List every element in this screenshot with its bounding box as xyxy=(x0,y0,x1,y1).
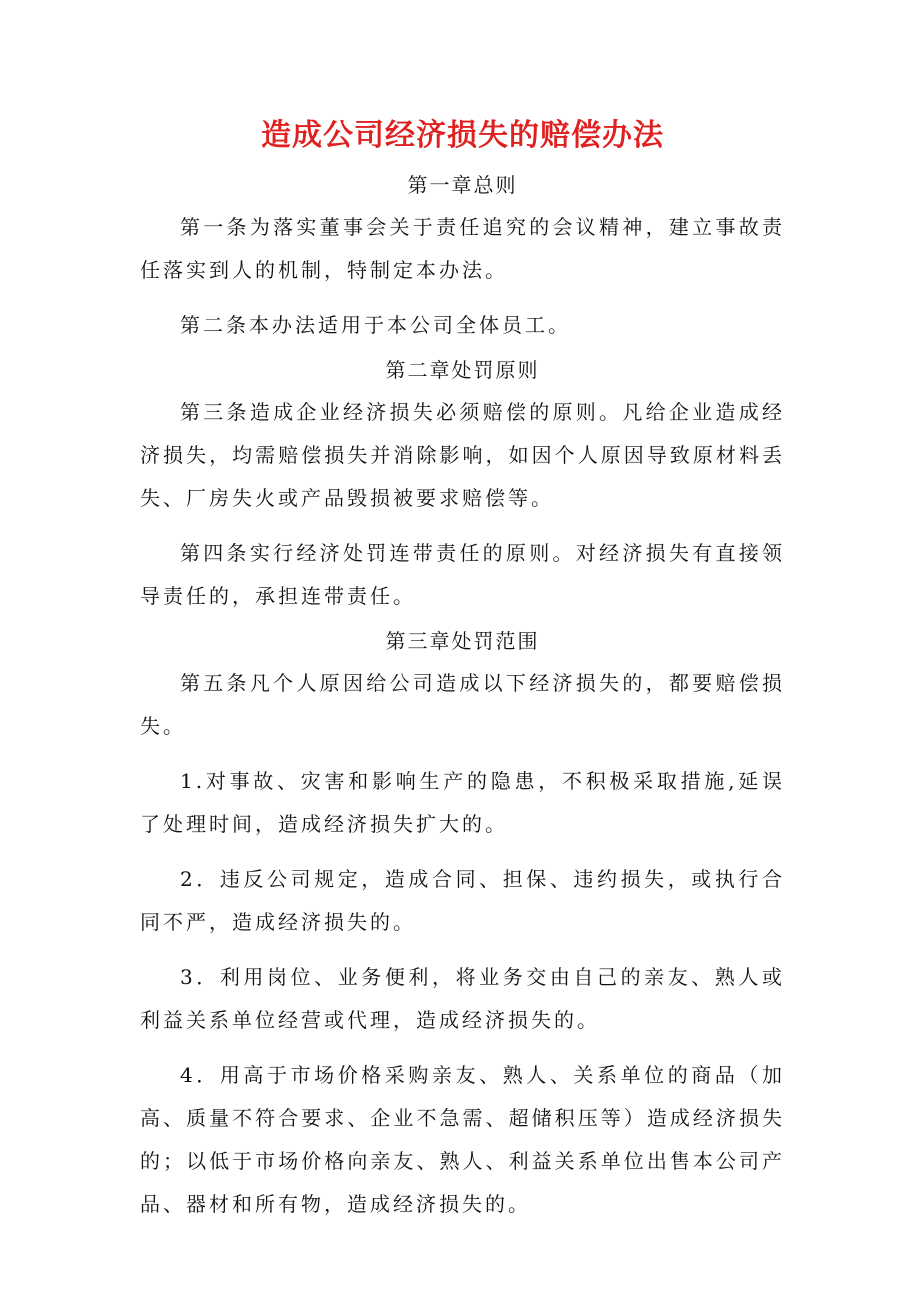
list-item-1: 1.对事故、灾害和影响生产的隐患，不积极采取措施,延误了处理时间，造成经济损失扩大的。 xyxy=(140,769,785,836)
article-3: 第三条造成企业经济损失必须赔偿的原则。凡给企业造成经济损失，均需赔偿损失并消除影响，如因个人原因导致原材料丢失、厂房失火或产品毁损被要求赔偿等。 xyxy=(140,400,785,510)
chapter-heading-2: 第二章处罚原则 xyxy=(385,358,540,382)
list-item-3: 3．利用岗位、业务便利，将业务交由自己的亲友、熟人或利益关系单位经营或代理，造成经济损失的。 xyxy=(140,965,785,1032)
list-item-2: 2．违反公司规定，造成合同、担保、违约损失，或执行合同不严，造成经济损失的。 xyxy=(140,867,785,934)
article-2: 第二条本办法适用于本公司全体员工。 xyxy=(180,313,571,337)
article-5: 第五条凡个人原因给公司造成以下经济损失的，都要赔偿损失。 xyxy=(140,671,785,738)
chapter-heading-1: 第一章总则 xyxy=(407,173,518,197)
article-1: 第一条为落实董事会关于责任追究的会议精神，建立事故责任落实到人的机制，特制定本办法。 xyxy=(140,215,785,282)
document-title: 造成公司经济损失的赔偿办法 xyxy=(261,118,664,153)
document-page xyxy=(140,110,785,1226)
article-4: 第四条实行经济处罚连带责任的原则。对经济损失有直接领导责任的，承担连带责任。 xyxy=(140,541,785,608)
chapter-heading-3: 第三章处罚范围 xyxy=(385,629,540,653)
list-item-4: 4．用高于市场价格采购亲友、熟人、关系单位的商品（加高、质量不符合要求、企业不急需、超储积压等）造成经济损失的；以低于市场价格向亲友、熟人、利益关系单位出售本公司产品、器材和所有物，造成经济损失的。 xyxy=(140,1063,785,1216)
